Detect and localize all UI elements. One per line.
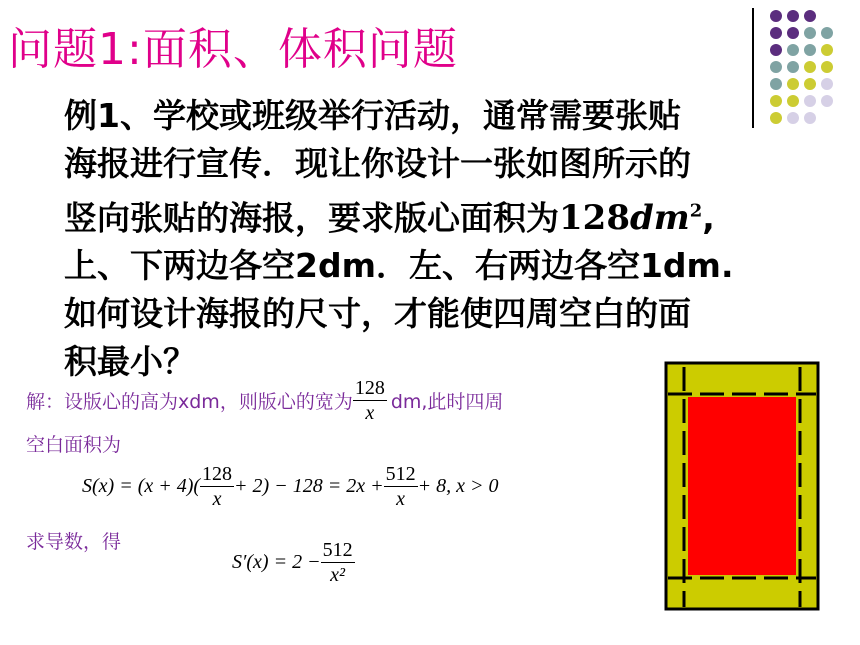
solution-intro-tail: dm,此时四周 <box>390 391 504 413</box>
solution-intro <box>26 376 503 425</box>
problem-line-1: 例1、学校或班级举行活动，通常需要张贴 <box>64 96 681 135</box>
area-value: $128dm^2$ <box>559 198 703 239</box>
eq2-fraction: $\frac{512}{\text{x²}}$ <box>322 539 353 586</box>
problem-line-5: 如何设计海报的尺寸，才能使四周空白的面 <box>64 294 691 334</box>
derivative-label: 求导数，得 <box>26 531 122 553</box>
problem-line-3-comma: , <box>702 198 715 238</box>
problem-line-2: 海报进行宣传．现让你设计一张如图所示的 <box>64 144 691 183</box>
poster-diagram <box>664 361 820 611</box>
problem-line-3-text: 竖向张贴的海报，要求版心面积为 <box>64 198 559 238</box>
problem-line-4: 上、下两边各空2dm．左、右两边各空1dm. <box>64 246 734 286</box>
derivative-equation: S′(x) = 2 − $\frac{512}{\text{x²}}$ <box>232 539 353 586</box>
solution-intro-text: 解：设版心的高为xdm，则版心的宽为 <box>26 391 353 413</box>
eq1-fraction-2: $\frac{512}{x}$ <box>385 463 416 510</box>
solution-line-2: 空白面积为 <box>26 434 122 456</box>
problem-line-6: 积最小？ <box>64 342 196 382</box>
eq1-fraction-1: $\frac{128}{x}$ <box>202 463 233 510</box>
slide-title: 问题1:面积、体积问题 <box>8 24 458 75</box>
poster-center <box>688 397 796 575</box>
width-fraction: $\frac{128}{x}$ <box>354 377 385 424</box>
area-equation: S(x) = (x + 4)( $\frac{128}{x}$ + 2) − 128 = 2x + $\frac{512}{x}$ + 8, x > 0 <box>82 463 499 510</box>
problem-statement <box>64 92 799 386</box>
problem-line-3 <box>64 188 799 242</box>
